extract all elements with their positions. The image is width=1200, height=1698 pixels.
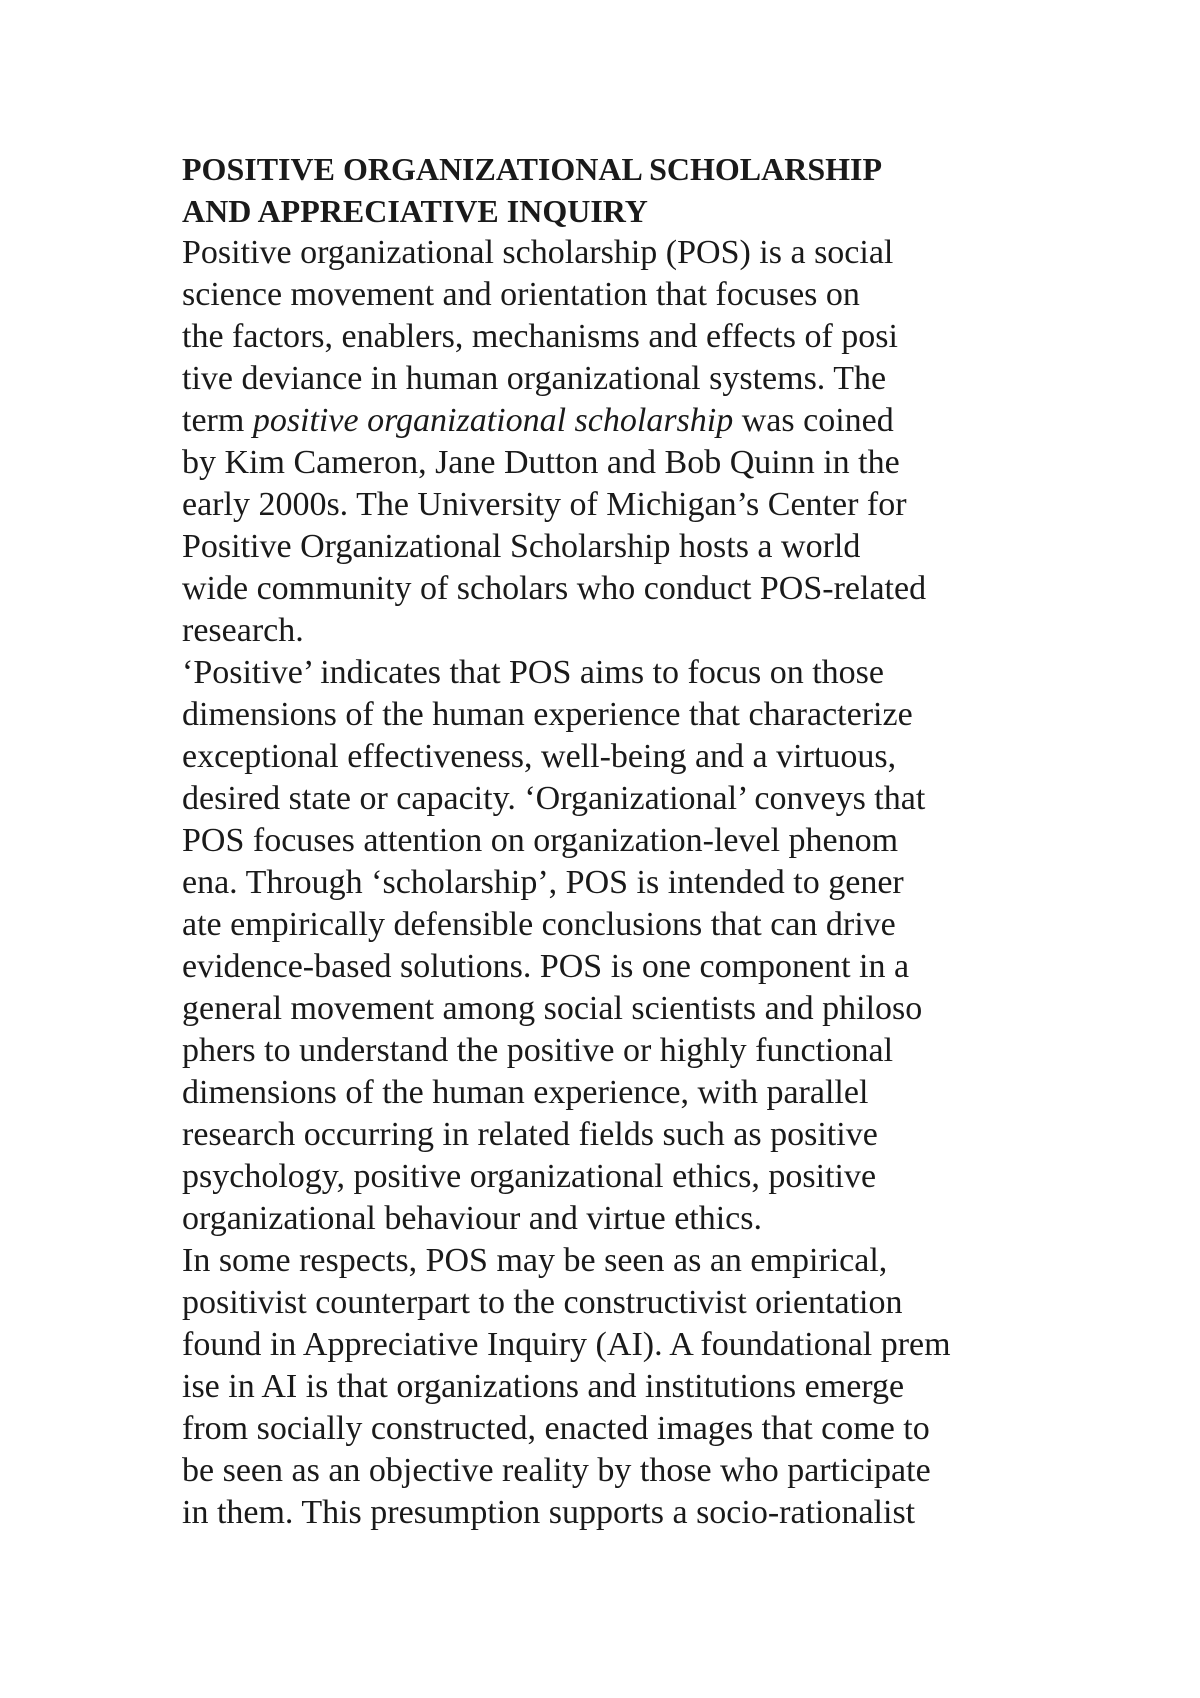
text-line: positivist counterpart to the constructivist orientation bbox=[182, 1284, 903, 1321]
text-line: science movement and orientation that focuses on bbox=[182, 276, 860, 313]
text-line: ‘Positive’ indicates that POS aims to focus on those bbox=[182, 654, 884, 691]
text-line: Positive organizational scholarship (POS) is a social bbox=[182, 234, 894, 271]
italic-term: positive organizational scholarship bbox=[252, 402, 734, 439]
text-line: Positive Organizational Scholarship hosts a world bbox=[182, 528, 861, 565]
text-line: research occurring in related fields such as positive bbox=[182, 1116, 878, 1153]
text-line: In some respects, POS may be seen as an empirical, bbox=[182, 1242, 888, 1279]
text-line: found in Appreciative Inquiry (AI). A foundational prem bbox=[182, 1326, 951, 1363]
text-line: phers to understand the positive or highly functional bbox=[182, 1032, 894, 1069]
text-line-with-italic-term bbox=[182, 400, 1042, 442]
text-line: ena. Through ‘scholarship’, POS is intended to gener bbox=[182, 864, 904, 901]
text-line: from socially constructed, enacted images that come to bbox=[182, 1410, 930, 1447]
text-line: be seen as an objective reality by those who participate bbox=[182, 1452, 931, 1489]
text-line: early 2000s. The University of Michigan’s Center for bbox=[182, 486, 907, 523]
text-line: the factors, enablers, mechanisms and effects of posi bbox=[182, 318, 898, 355]
text-line: exceptional effectiveness, well-being and a virtuous, bbox=[182, 738, 897, 775]
section-heading-line-2: AND APPRECIATIVE INQUIRY bbox=[182, 193, 648, 229]
text-line: by Kim Cameron, Jane Dutton and Bob Quinn in the bbox=[182, 444, 900, 481]
text-line: ise in AI is that organizations and institutions emerge bbox=[182, 1368, 905, 1405]
text-line: psychology, positive organizational ethics, positive bbox=[182, 1158, 877, 1195]
text-line: in them. This presumption supports a socio-rationalist bbox=[182, 1494, 916, 1531]
text-block bbox=[182, 148, 1042, 1534]
text-line: evidence-based solutions. POS is one component in a bbox=[182, 948, 910, 985]
paragraph-3 bbox=[182, 1240, 1042, 1534]
text-line: desired state or capacity. ‘Organizational’ conveys that bbox=[182, 780, 926, 817]
text-line: tive deviance in human organizational systems. The bbox=[182, 360, 887, 397]
text-line: research. bbox=[182, 612, 304, 649]
paragraph-1 bbox=[182, 232, 1042, 652]
text-line: POS focuses attention on organization-level phenom bbox=[182, 822, 899, 859]
text-line: organizational behaviour and virtue ethics. bbox=[182, 1200, 763, 1237]
text-line: ate empirically defensible conclusions that can drive bbox=[182, 906, 896, 943]
text-line: general movement among social scientists and philoso bbox=[182, 990, 923, 1027]
paragraph-2 bbox=[182, 652, 1042, 1240]
section-heading-line-1: POSITIVE ORGANIZATIONAL SCHOLARSHIP bbox=[182, 151, 882, 187]
text-line: dimensions of the human experience that characterize bbox=[182, 696, 913, 733]
text-line: wide community of scholars who conduct POS-related bbox=[182, 570, 927, 607]
text-line: dimensions of the human experience, with parallel bbox=[182, 1074, 869, 1111]
text-fragment: term bbox=[182, 402, 253, 439]
text-fragment: was coined bbox=[733, 402, 894, 439]
